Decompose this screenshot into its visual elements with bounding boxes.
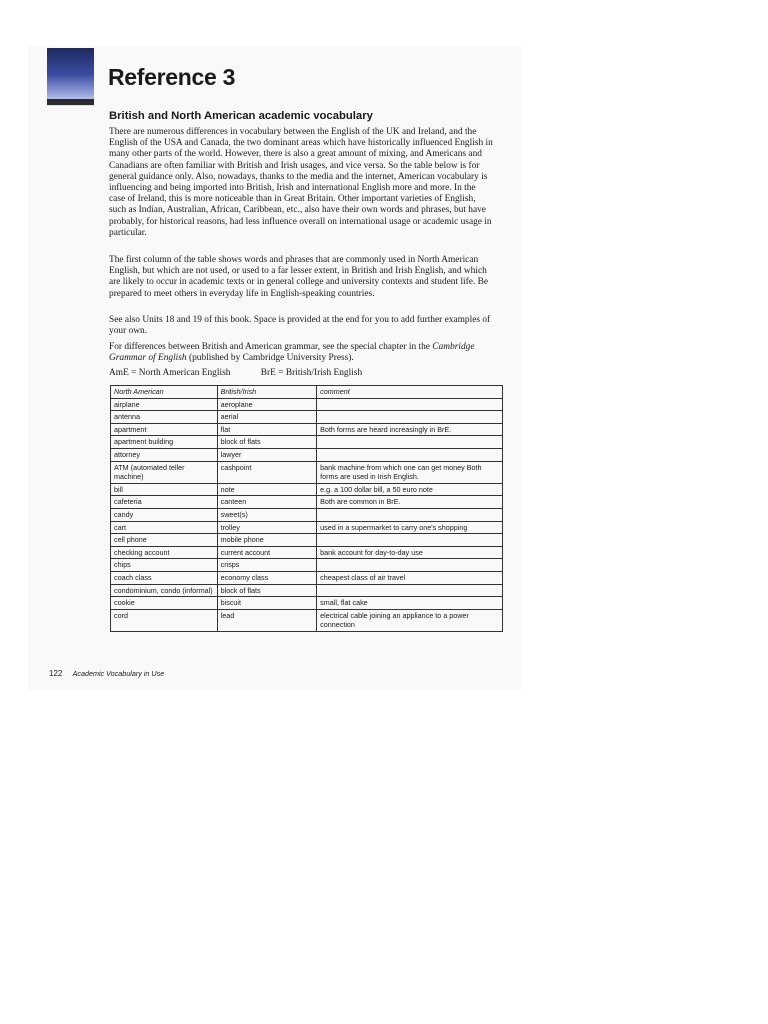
cell-british-irish: block of flats	[217, 436, 317, 449]
cell-north-american: antenna	[111, 411, 218, 424]
cell-comment: bank machine from which one can get money Both forms are used in Irish English.	[317, 461, 503, 483]
book-title: Academic Vocabulary in Use	[72, 669, 165, 678]
cell-british-irish: canteen	[217, 496, 317, 509]
table-row	[111, 546, 503, 559]
cell-north-american: airplane	[111, 398, 218, 411]
vocabulary-table	[110, 385, 503, 632]
cell-north-american: candy	[111, 508, 218, 521]
grammar-text-after: (published by Cambridge University Press).	[186, 353, 354, 364]
cell-comment	[317, 534, 503, 547]
cell-comment: Both are common in BrE.	[317, 496, 503, 509]
table-row	[111, 508, 503, 521]
cell-british-irish: cashpoint	[217, 461, 317, 483]
intro-paragraph: There are numerous differences in vocabulary between the English of the UK and Ireland, and the English of the USA and Canada, the two dominant areas which have historically influenced English in many other parts of the world. However, there is also a great amount of mixing, and Americans and Canadians are often familiar with British and Irish usages, and vice versa. So the table below is for general guidance only. Also, nowadays, thanks to the media and the internet, American vocabulary is influencing and being imported into British, Irish and international English more and more. In the case of Ireland, this is more noticeable than in Great Britain. Other important varieties of English, such as Indian, Australian, African, Caribbean, etc., also have their own words and phrases, but have probably, for historical reasons, had less influence overall on international usage or academic usage in particular.	[109, 127, 493, 238]
cell-british-irish: current account	[217, 546, 317, 559]
cell-north-american: checking account	[111, 546, 218, 559]
cell-north-american: cell phone	[111, 534, 218, 547]
grammar-reference-paragraph	[109, 342, 494, 364]
table-row	[111, 571, 503, 584]
reference-tab-graphic	[47, 48, 94, 106]
table-row	[111, 423, 503, 436]
cell-north-american: condominium, condo (informal)	[111, 584, 218, 597]
cell-british-irish: crisps	[217, 559, 317, 572]
column-header-british-irish: British/Irish	[217, 386, 317, 399]
cell-comment: Both forms are heard increasingly in BrE.	[317, 423, 503, 436]
table-row	[111, 411, 503, 424]
cell-comment: e.g. a 100 dollar bill, a 50 euro note	[317, 483, 503, 496]
see-also-paragraph: See also Units 18 and 19 of this book. Space is provided at the end for you to add further examples of your own.	[109, 315, 491, 337]
cell-comment	[317, 436, 503, 449]
cell-north-american: cafeteria	[111, 496, 218, 509]
cell-british-irish: block of flats	[217, 584, 317, 597]
cell-british-irish: lead	[217, 609, 317, 631]
cell-comment	[317, 448, 503, 461]
table-row	[111, 398, 503, 411]
cell-north-american: cart	[111, 521, 218, 534]
cell-british-irish: sweet(s)	[217, 508, 317, 521]
reference-tab-bar	[47, 99, 94, 105]
grammar-text-before: For differences between British and American grammar, see the special chapter in the	[109, 342, 433, 352]
table-row	[111, 584, 503, 597]
cell-british-irish: aerial	[217, 411, 317, 424]
cell-comment	[317, 508, 503, 521]
cell-comment: small, flat cake	[317, 597, 503, 610]
table-row	[111, 521, 503, 534]
page-number: 122	[49, 669, 63, 678]
cell-north-american: apartment building	[111, 436, 218, 449]
table-row	[111, 534, 503, 547]
table-row	[111, 609, 503, 631]
abbreviation-legend	[109, 368, 390, 378]
cell-north-american: coach class	[111, 571, 218, 584]
table-row	[111, 559, 503, 572]
cell-comment: used in a supermarket to carry one's shopping	[317, 521, 503, 534]
cell-comment	[317, 398, 503, 411]
legend-ame: AmE = North American English	[109, 368, 231, 378]
cell-north-american: ATM (automated teller machine)	[111, 461, 218, 483]
cell-british-irish: lawyer	[217, 448, 317, 461]
table-row	[111, 483, 503, 496]
cell-comment	[317, 584, 503, 597]
legend-bre: BrE = British/Irish English	[260, 368, 363, 378]
table-row	[111, 461, 503, 483]
cell-british-irish: aeroplane	[217, 398, 317, 411]
cell-north-american: attorney	[111, 448, 218, 461]
cell-british-irish: note	[217, 483, 317, 496]
cell-british-irish: mobile phone	[217, 534, 317, 547]
cell-comment: electrical cable joining an appliance to a power connection	[317, 609, 503, 631]
cell-north-american: cookie	[111, 597, 218, 610]
page-title: Reference 3	[108, 64, 236, 90]
column-header-north-american: North American	[111, 386, 218, 399]
cell-comment: cheapest class of air travel	[317, 571, 503, 584]
cell-north-american: chips	[111, 559, 218, 572]
cell-comment	[317, 559, 503, 572]
column-header-comment: comment	[317, 386, 503, 399]
cell-british-irish: trolley	[217, 521, 317, 534]
section-heading: British and North American academic vocabulary	[109, 110, 373, 122]
table-row	[111, 597, 503, 610]
page-footer	[49, 669, 164, 678]
cell-north-american: bill	[111, 483, 218, 496]
table-row	[111, 448, 503, 461]
cell-british-irish: flat	[217, 423, 317, 436]
cell-british-irish: biscuit	[217, 597, 317, 610]
cell-british-irish: economy class	[217, 571, 317, 584]
table-description-paragraph: The first column of the table shows words and phrases that are commonly used in North American English, but which are not used, or used to a far lesser extent, in British and Irish English, and which are likely to occur in academic texts or in general college and university contexts and student life. Be prepared to meet others in everyday life in English-speaking countries.	[109, 255, 489, 299]
table-row	[111, 436, 503, 449]
table-body	[111, 398, 503, 631]
table-row	[111, 496, 503, 509]
grammar-book-title: Cambridge Grammar of English	[109, 342, 475, 364]
cell-north-american: apartment	[111, 423, 218, 436]
cell-north-american: cord	[111, 609, 218, 631]
cell-comment: bank account for day-to-day use	[317, 546, 503, 559]
cell-comment	[317, 411, 503, 424]
table-header-row	[111, 386, 503, 399]
